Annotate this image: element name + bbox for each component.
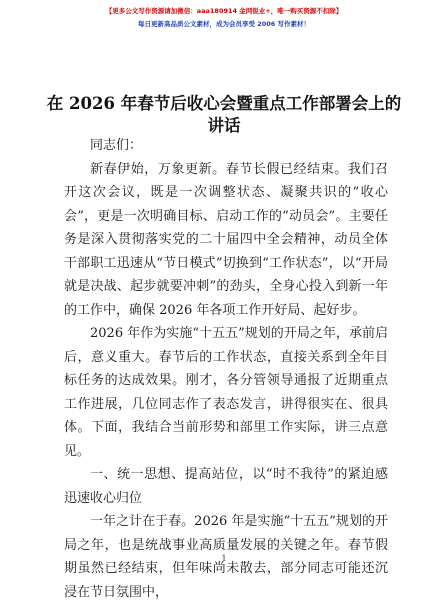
document-body [64,134,388,604]
paragraph-3: 一年之计在于春。2026 年是实施“十五五”规划的开局之年，也是统战事业高质量发展的关键之年。春节假期虽然已经结束，但年味尚未散去，部分同志可能还沉浸在节日氛围中， [64,514,388,600]
section-heading-1: 一、统一思想、提高站位，以“时不我待”的紧迫感迅速收心归位 [64,467,388,506]
document-title: 在 2026 年春节后收心会暨重点工作部署会上的讲话 [46,94,402,135]
paragraph-1: 新春伊始，万象更新。春节长假已经结束。我们召开这次会议，既是一次调整状态、凝聚共识的“收心会”，更是一次明确目标、启动工作的“动员会”。主要任务是深入贯彻落实党的二十届四中全会精神，动员全体干部职工迅速从“节日模式”切换到“工作状态”，以“开局就是决战、起步就要冲刺”的劲头，全身心投入到新一年的工作中，确保 2026 年各项工作开好局、起好步。 [64,161,388,318]
salutation: 同志们： [90,138,143,153]
page-number: 1 [221,554,227,563]
paragraph-2: 2026 年作为实施“十五五”规划的开局之年，承前启后，意义重大。春节后的工作状态，直接关系到全年目标任务的达成效果。刚才，各分管领导通报了近期重点工作进展，几位同志作了表态发言，讲得很实在、很具体。下面，我结合当前形势和部里工作实际，讲三点意见。 [64,326,388,459]
promo-banner-line-1[interactable]: 【更多公文写作资源请加微信：aaa180914 金网锐业+，唯一购买资源不扣除】 [105,7,343,15]
promo-banner-line-2[interactable]: 每日更新高品质公文素材，成为会员享受 2006 写作素材！ [137,20,311,28]
